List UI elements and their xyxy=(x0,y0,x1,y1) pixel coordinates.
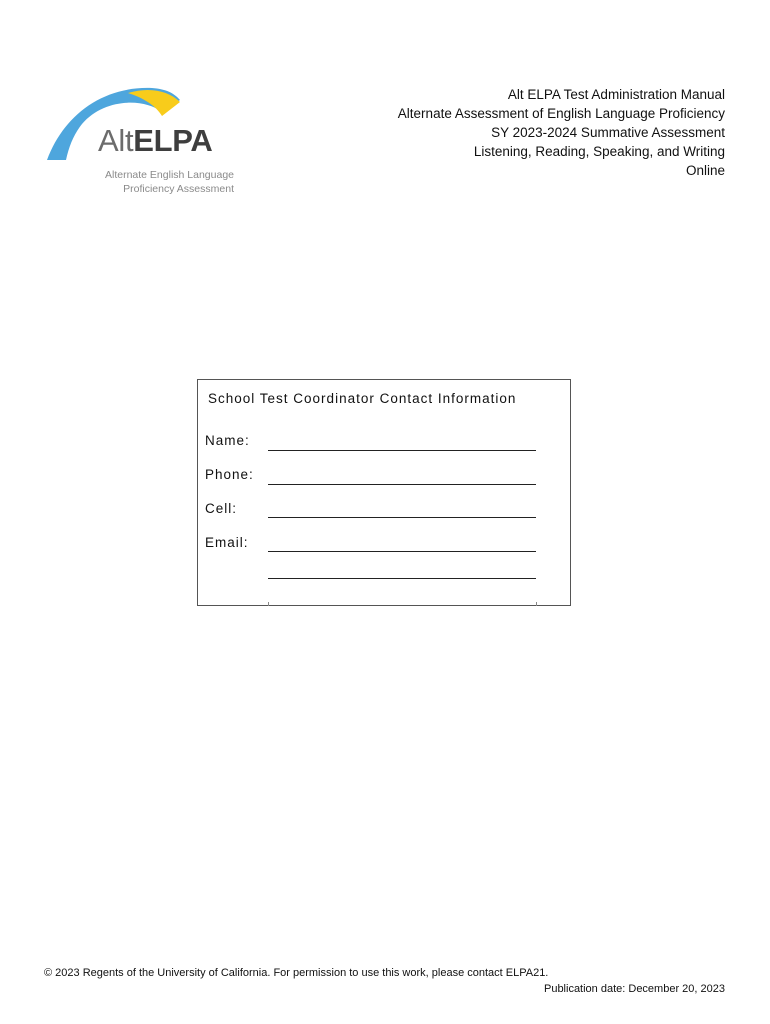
contact-box-title: School Test Coordinator Contact Information xyxy=(208,391,517,406)
email-label: Email: xyxy=(205,535,249,550)
name-field[interactable] xyxy=(268,450,536,451)
logo-subtitle-line: Proficiency Assessment xyxy=(123,183,234,195)
box-bottom-tick xyxy=(536,602,537,606)
document-header xyxy=(345,85,725,180)
logo-wordmark xyxy=(98,125,212,156)
logo-subtitle-line: Alternate English Language xyxy=(104,169,234,181)
phone-label: Phone: xyxy=(205,467,254,482)
cell-field[interactable] xyxy=(268,517,536,518)
phone-field[interactable] xyxy=(268,484,536,485)
footer-publication-date: Publication date: December 20, 2023 xyxy=(543,983,725,995)
header-title: Alt ELPA Test Administration Manual xyxy=(507,87,725,102)
header-school-year: SY 2023-2024 Summative Assessment xyxy=(491,125,725,140)
header-domains: Listening, Reading, Speaking, and Writing xyxy=(473,144,725,159)
cell-label: Cell: xyxy=(205,501,238,516)
header-subtitle: Alternate Assessment of English Language Proficiency xyxy=(397,106,725,121)
logo-word-elpa: ELPA xyxy=(133,123,213,158)
logo-word-alt: Alt xyxy=(98,123,134,158)
logo-subtitle xyxy=(98,168,234,196)
header-mode: Online xyxy=(685,163,725,178)
footer-copyright: © 2023 Regents of the University of California. For permission to use this work, please contact ELPA21. xyxy=(44,967,549,979)
name-label: Name: xyxy=(205,433,250,448)
email-field[interactable] xyxy=(268,551,536,552)
email-field-continuation[interactable] xyxy=(268,578,536,579)
alt-elpa-logo xyxy=(44,84,240,200)
contact-info-box xyxy=(197,379,571,606)
box-bottom-tick xyxy=(268,602,269,606)
